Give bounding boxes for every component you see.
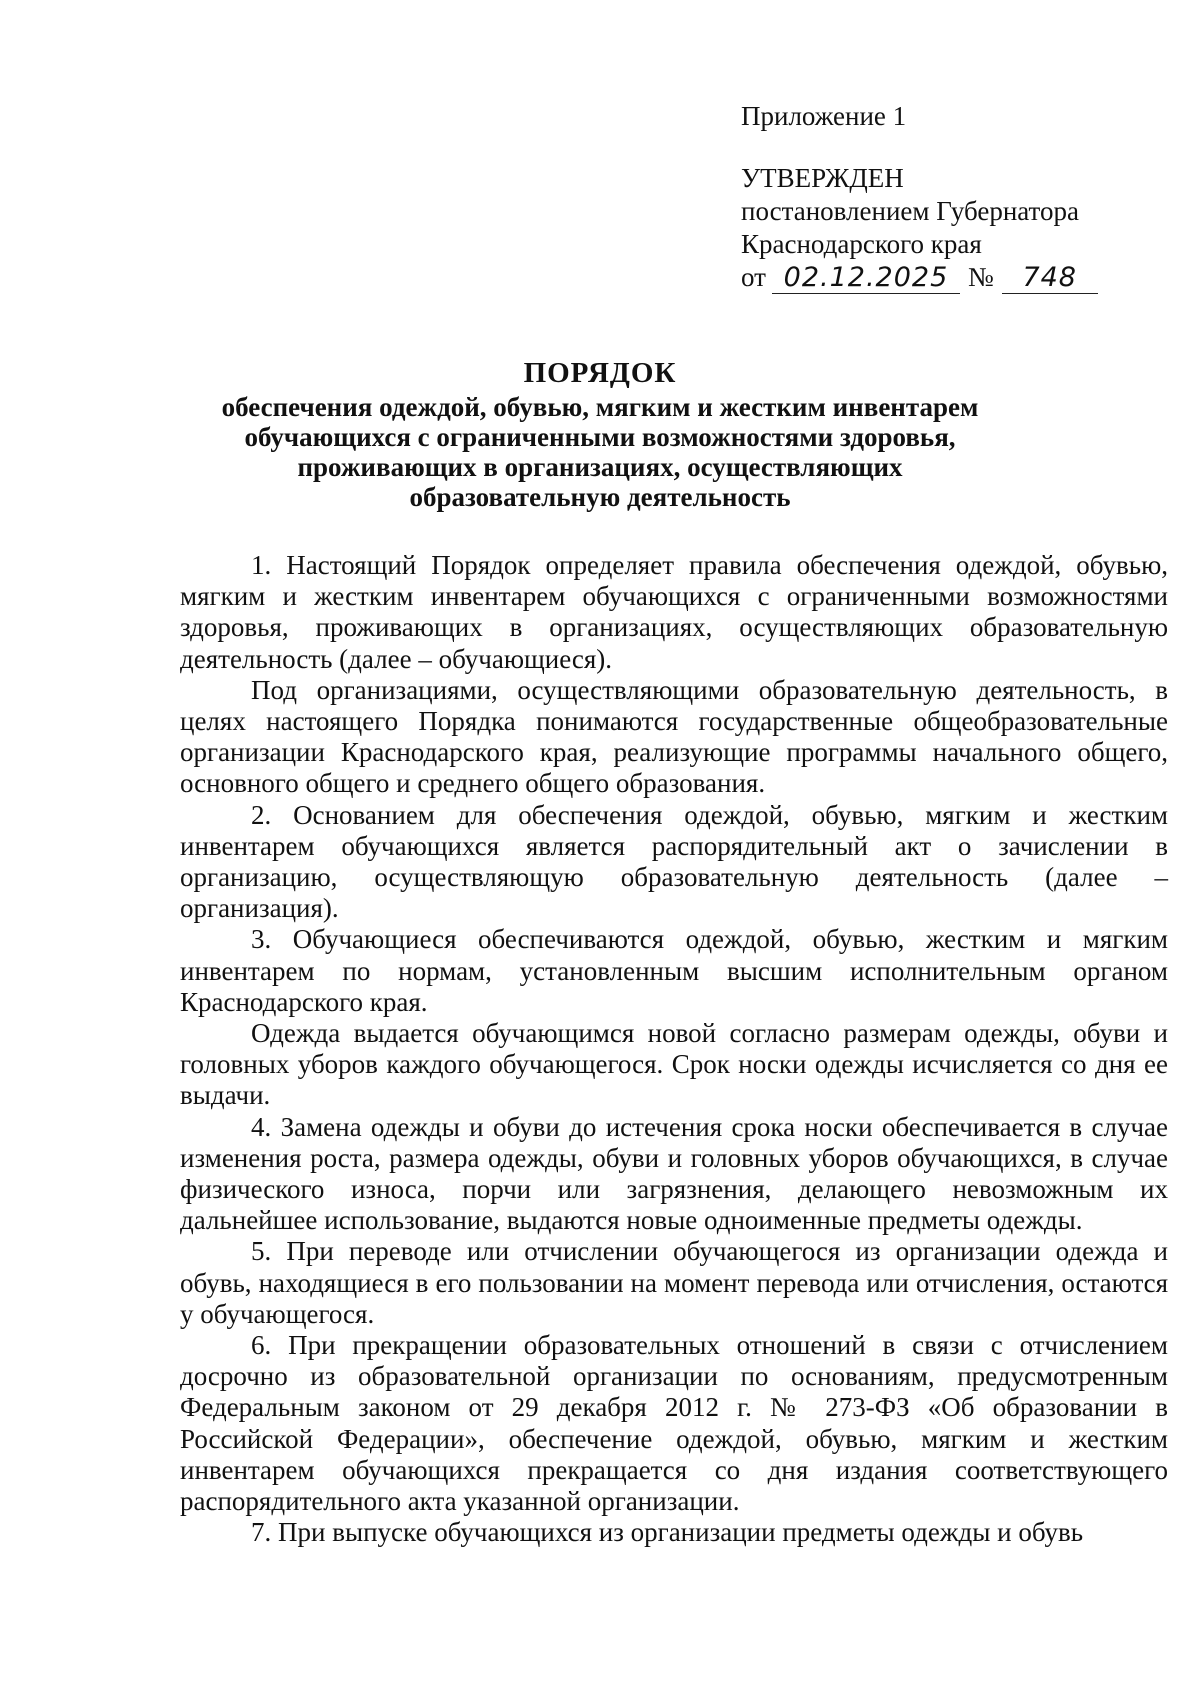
date-prefix: от (741, 262, 766, 292)
paragraph-3: 3. Обучающиеся обеспечиваются одеждой, обувью, жестким и мягким инвентарем по нормам, установленным высшим исполнительным органом Краснодарского края. (180, 924, 1168, 1017)
paragraph-6: 6. При прекращении образовательных отношений в связи с отчислением досрочно из образовательной организации по основаниям, предусмотренным Федеральным законом от 29 декабря 2012 г. № 273-ФЗ «Об образовании в Российской Федерации», обеспечение одеждой, обувью, мягким и жестким инвентарем обучающихся прекращается со дня издания соответствующего распорядительного акта указанной организации. (180, 1330, 1168, 1517)
document-title: ПОРЯДОК (523, 357, 677, 389)
approved-by-line-2: Краснодарского края (741, 229, 982, 259)
paragraph-1-sub: Под организациями, осуществляющими образовательную деятельность, в целях настоящего Порядка понимаются государственные общеобразовательные организации Краснодарского края, реализующие программы начального общего, основного общего и среднего общего образования. (180, 674, 1168, 799)
paragraph-5: 5. При переводе или отчислении обучающегося из организации одежда и обувь, находящиеся в его пользовании на момент перевода или отчисления, остаются у обучающегося. (180, 1236, 1168, 1329)
title-line-3: проживающих в организациях, осуществляющих (297, 452, 903, 482)
title-line-1: обеспечения одеждой, обувью, мягким и жестким инвентарем (221, 392, 979, 422)
paragraph-3-sub: Одежда выдается обучающимся новой согласно размерам одежды, обуви и головных уборов каждого обучающегося. Срок носки одежды исчисляется со дня ее выдачи. (180, 1018, 1168, 1111)
title-line-2: обучающихся с ограниченными возможностями здоровья, (244, 422, 956, 452)
approved-by-line-1: постановлением Губернатора (741, 196, 1079, 226)
document-title-block (150, 358, 1050, 512)
paragraph-7: 7. При выпуске обучающихся из организации предметы одежды и обувь (251, 1517, 1084, 1548)
paragraph-1: 1. Настоящий Порядок определяет правила обеспечения одеждой, обувью, мягким и жестким инвентарем обучающихся с ограниченными возможностями здоровья, проживающих в организациях, осуществляющих образовательную деятельность (далее – обучающиеся). (180, 550, 1168, 674)
paragraph-2: 2. Основанием для обеспечения одеждой, обувью, мягким и жестким инвентарем обучающихся является распорядительный акт о зачислении в организацию, осуществляющую образовательную деятельность (далее – организация). (180, 799, 1168, 924)
handwritten-date: 02.12.2025 (772, 263, 960, 294)
approved-label: УТВЕРЖДЕН (741, 163, 904, 193)
appendix-label: Приложение 1 (741, 101, 907, 131)
approval-block (741, 100, 1161, 294)
document-body (180, 550, 1168, 1549)
title-line-4: образовательную деятельность (409, 482, 791, 512)
number-sign: № (967, 262, 994, 292)
handwritten-number: 748 (1002, 263, 1098, 294)
decree-date-line (741, 261, 1161, 294)
paragraph-4: 4. Замена одежды и обуви до истечения срока носки обеспечивается в случае изменения роста, размера одежды, обуви и головных уборов обучающихся, в случае физического износа, порчи или загрязнения, делающего невозможным их дальнейшее использование, выдаются новые одноименные предметы одежды. (180, 1111, 1168, 1236)
